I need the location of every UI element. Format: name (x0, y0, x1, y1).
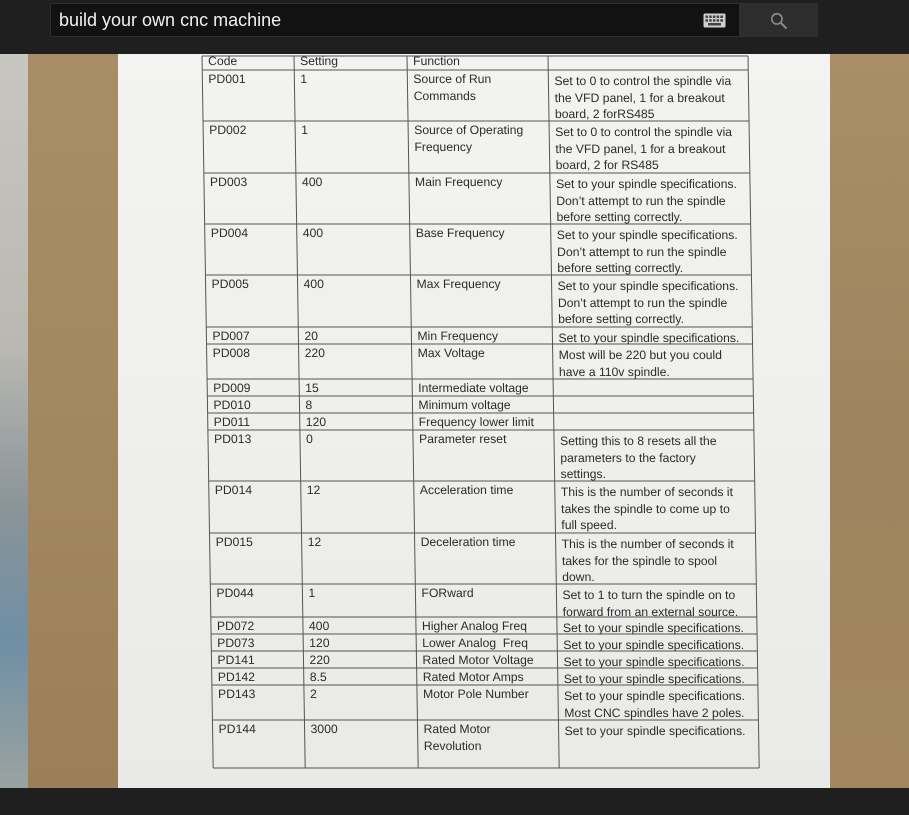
search-button[interactable] (740, 3, 818, 37)
table-cell-code: PD143 (217, 687, 256, 701)
table-cell-note: Set to your spindle specifications. Don’t attempt to run the spindle before setting correctly. (556, 228, 738, 275)
table-cell-note: Set to your spindle specifications. (563, 672, 745, 686)
table-cell-setting: 400 (303, 277, 325, 291)
table-cell-setting: 1 (301, 123, 309, 137)
video-player[interactable] (0, 54, 909, 788)
table-cell-function: Intermediate voltage (418, 381, 529, 395)
table-cell-note: This is the number of seconds it takes the spindle to come up to full speed. (560, 485, 734, 532)
table-cell-code: PD073 (217, 636, 255, 650)
table-cell-note: Set to your spindle specifications. Don’t attempt to run the spindle before setting correctly. (555, 177, 738, 224)
table-cell-function: FORward (421, 586, 474, 600)
table-cell-code: PD013 (213, 432, 252, 446)
table-cell-function: Lower Analog Freq (422, 636, 529, 650)
table-cell-code: PD004 (210, 226, 249, 240)
table-cell-note: Set to your spindle specifications. (564, 724, 746, 738)
table-cell-function: Rated Motor Revolution (423, 722, 491, 753)
table-cell-note: Most will be 220 but you could have a 110v spindle. (558, 348, 723, 379)
table-cell-function: Acceleration time (419, 483, 514, 497)
table-cell-setting: 220 (309, 653, 330, 667)
table-cell-note: Set to your spindle specifications. (562, 621, 744, 635)
table-cell-setting: 0 (305, 432, 313, 446)
table-cell-code: PD144 (218, 722, 256, 736)
table-cell-note: Set to your spindle specifications. Most CNC spindles have 2 poles. (563, 689, 746, 720)
table-cell-setting: 8.5 (309, 670, 327, 684)
table-cell-code: PD014 (214, 483, 253, 497)
vfd-settings-table (202, 56, 759, 766)
table-cell-setting: 400 (308, 619, 330, 633)
table-cell-setting: 3000 (310, 722, 338, 736)
table-cell-function: Motor Pole Number (422, 687, 529, 701)
player-bottom-bar (0, 788, 909, 815)
table-cell-note: Set to 1 to turn the spindle on to forward from an external source. (562, 588, 739, 619)
table-cell-code: PD002 (209, 123, 247, 137)
masthead (0, 0, 909, 54)
table-cell-code: PD044 (216, 586, 254, 600)
table-cell-note: This is the number of seconds it takes for the spindle to spool down. (561, 537, 734, 584)
table-cell-function: Minimum voltage (418, 398, 511, 412)
table-cell-code: PD015 (215, 535, 254, 549)
table-cell-setting: 15 (305, 381, 319, 395)
table-cell-note: Set to your spindle specifications. (563, 655, 745, 669)
table-cell-note: Set to 0 to control the spindle via the VFD panel, 1 for a breakout board, 2 forRS485 (554, 74, 732, 121)
table-cell-function: Min Frequency (417, 329, 499, 343)
table-cell-setting: 12 (307, 535, 322, 549)
table-cell-code: PD005 (211, 277, 249, 291)
table-cell-note: Set to 0 to control the spindle via the VFD panel, 1 for a breakout board, 2 for RS485 (555, 125, 733, 172)
table-cell-function: Parameter reset (418, 432, 507, 446)
table-cell-function: Source of Operating Frequency (414, 123, 524, 154)
table-cell-function: Frequency lower limit (418, 415, 535, 429)
table-cell-function: Base Frequency (415, 226, 505, 240)
table-cell-function: Higher Analog Freq (421, 619, 528, 633)
table-header-function: Function (412, 54, 460, 68)
search-input[interactable] (50, 3, 740, 37)
table-cell-function: Source of Run Commands (413, 72, 492, 103)
table-cell-function: Max Frequency (416, 277, 501, 291)
table-cell-function: Main Frequency (414, 175, 503, 189)
table-cell-setting: 400 (302, 226, 324, 240)
search-icon (769, 11, 789, 31)
table-cell-code: PD011 (213, 415, 251, 429)
table-cell-function: Max Voltage (417, 346, 485, 360)
table-cell-note: Setting this to 8 resets all the parameters to the factory settings. (559, 434, 717, 481)
table-cell-code: PD003 (209, 175, 248, 189)
table-cell-code: PD008 (212, 346, 251, 360)
table-header-code: Code (207, 54, 238, 68)
table-cell-setting: 120 (309, 636, 330, 650)
background-machine (0, 54, 28, 788)
table-cell-setting: 1 (308, 586, 316, 600)
table-cell-setting: 20 (304, 329, 319, 343)
table-cell-function: Rated Motor Amps (422, 670, 524, 684)
search-query-text: build your own cnc machine (59, 10, 282, 30)
table-cell-setting: 1 (300, 72, 308, 86)
table-cell-code: PD010 (213, 398, 251, 412)
cardboard-background-right (824, 54, 909, 788)
table-cell-code: PD001 (208, 72, 246, 86)
table-cell-note: Set to your spindle specifications. Don’t attempt to run the spindle before setting correctly. (557, 279, 739, 326)
table-cell-code: PD072 (216, 619, 255, 633)
table-cell-note: Set to your spindle specifications. (558, 331, 740, 345)
table-cell-setting: 120 (305, 415, 327, 429)
table-cell-setting: 12 (306, 483, 321, 497)
table-cell-function: Rated Motor Voltage (422, 653, 534, 667)
table-cell-setting: 8 (305, 398, 313, 412)
table-cell-code: PD009 (213, 381, 251, 395)
table-cell-setting: 220 (304, 346, 326, 360)
table-cell-note: Set to your spindle specifications. (563, 638, 745, 652)
cardboard-background (28, 54, 120, 788)
table-cell-setting: 400 (301, 175, 323, 189)
keyboard-icon[interactable] (703, 13, 726, 28)
table-cell-function: Deceleration time (420, 535, 516, 549)
table-header-setting: Setting (299, 54, 339, 68)
table-cell-code: PD142 (217, 670, 256, 684)
table-cell-code: PD007 (212, 329, 250, 343)
table-cell-setting: 2 (309, 687, 317, 701)
table-cell-code: PD141 (217, 653, 255, 667)
